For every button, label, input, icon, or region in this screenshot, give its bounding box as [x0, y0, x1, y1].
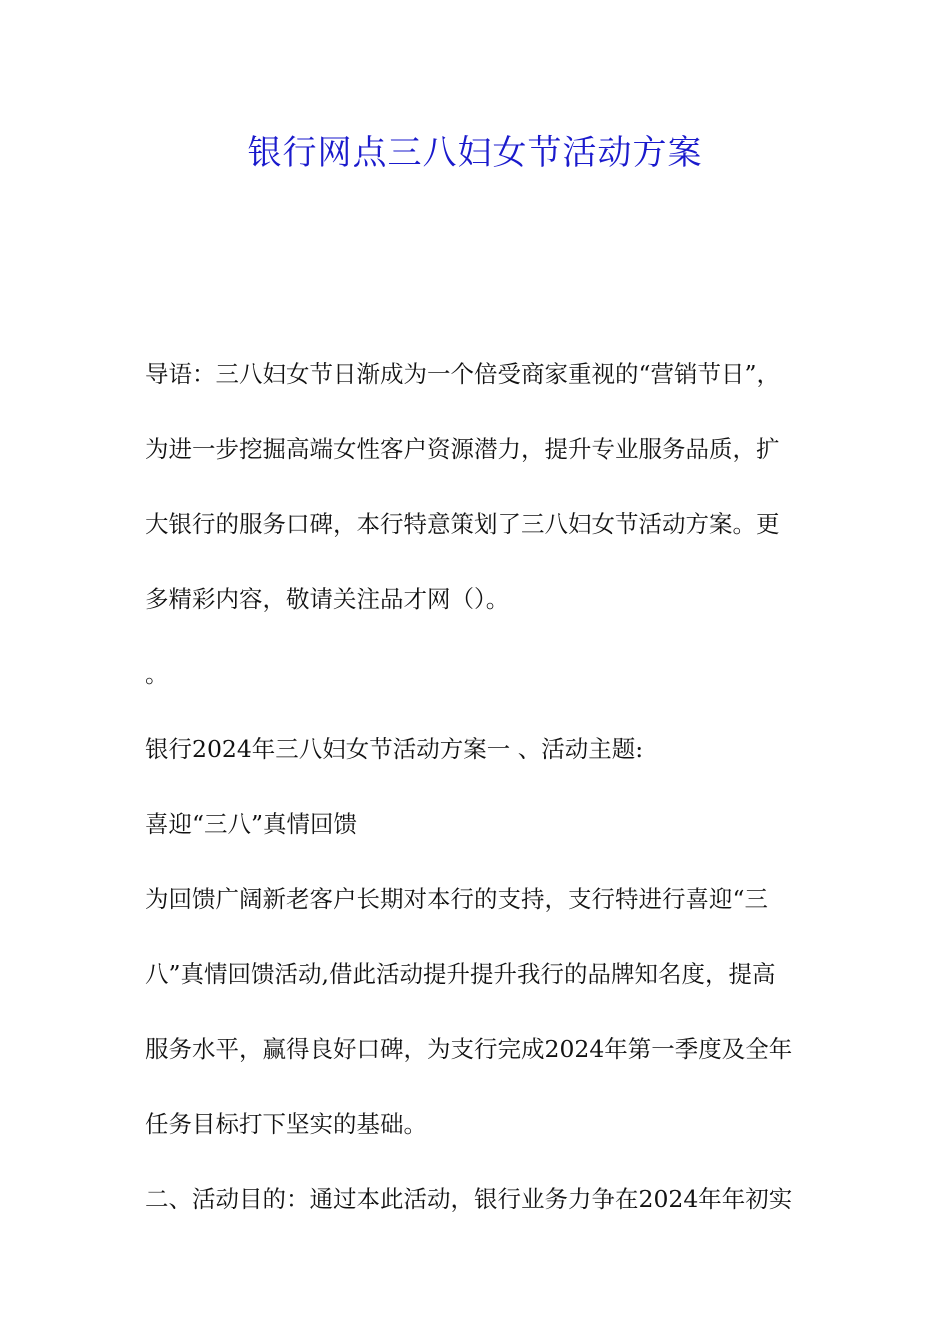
paragraph-line: 喜迎“三八”真情回馈: [145, 810, 358, 838]
paragraph-line: 多精彩内容，敬请关注品才网（）。: [145, 585, 510, 613]
paragraph-line: 大银行的服务口碑，本行特意策划了三八妇女节活动方案。更: [145, 510, 780, 538]
paragraph-line: 导语：三八妇女节日渐成为一个倍受商家重视的“营销节日”，: [145, 360, 781, 388]
paragraph-line: 为进一步挖掘高端女性客户资源潜力，提升专业服务品质，扩: [145, 435, 780, 463]
document-title: 银行网点三八妇女节活动方案: [247, 133, 703, 173]
document-body: [145, 337, 835, 1237]
paragraph-line: 。: [145, 660, 169, 688]
paragraph-line: 二、活动目的：通过本此活动，银行业务力争在2024年年初实: [145, 1185, 793, 1213]
paragraph-line: 任务目标打下坚实的基础。: [145, 1110, 427, 1138]
paragraph-line: 八”真情回馈活动,借此活动提升提升我行的品牌知名度，提高: [145, 960, 776, 988]
paragraph-line: 为回馈广阔新老客户长期对本行的支持，支行特进行喜迎“三: [145, 885, 769, 913]
paragraph-line: 银行2024年三八妇女节活动方案一 、活动主题:: [145, 735, 644, 763]
paragraph-line: 服务水平，赢得良好口碑，为支行完成2024年第一季度及全年: [145, 1035, 793, 1063]
